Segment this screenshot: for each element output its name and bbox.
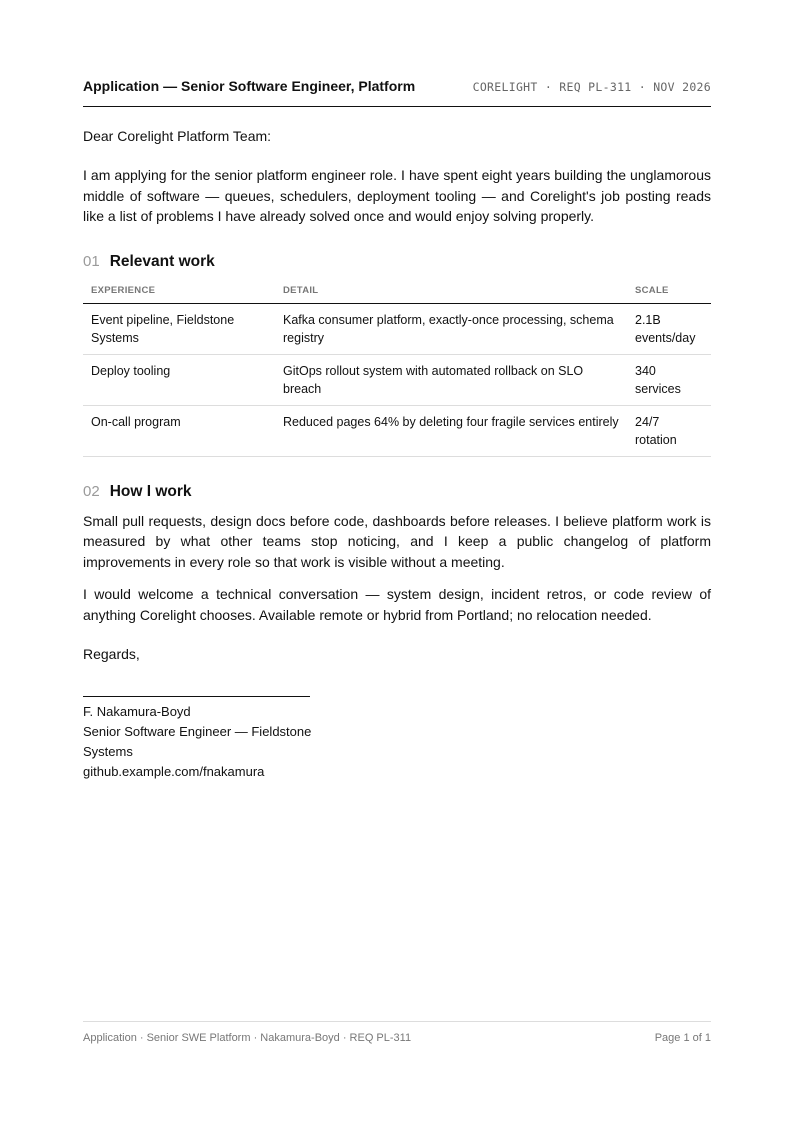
page-footer bbox=[83, 1021, 711, 1044]
column-header-scale: SCALE bbox=[627, 285, 711, 304]
signature-line bbox=[83, 696, 310, 697]
relevant-work-table bbox=[83, 285, 711, 457]
experience-cell: Deploy tooling bbox=[83, 354, 275, 405]
section-heading-relevant-work bbox=[83, 253, 711, 271]
section-heading-how-i-work bbox=[83, 483, 711, 501]
document-header bbox=[83, 78, 711, 107]
letter-page bbox=[83, 0, 711, 1123]
experience-cell: On-call program bbox=[83, 405, 275, 456]
section-title: Relevant work bbox=[109, 252, 215, 270]
detail-cell: Reduced pages 64% by deleting four fragile services entirely bbox=[275, 405, 627, 456]
salutation: Dear Corelight Platform Team: bbox=[83, 128, 272, 144]
table-row bbox=[83, 354, 711, 405]
scale-cell: 24/7 rotation bbox=[627, 405, 711, 456]
column-header-experience: EXPERIENCE bbox=[83, 285, 275, 304]
table-row bbox=[83, 405, 711, 456]
scale-cell: 340 services bbox=[627, 354, 711, 405]
section-number: 02 bbox=[83, 482, 100, 500]
letter-body bbox=[83, 126, 711, 782]
signature-name: F. Nakamura-Boyd bbox=[83, 704, 191, 719]
page-number: Page 1 of 1 bbox=[654, 1032, 711, 1044]
experience-cell: Event pipeline, Fieldstone Systems bbox=[83, 303, 275, 354]
document-meta: CORELIGHT · REQ PL-311 · NOV 2026 bbox=[472, 80, 711, 94]
table-header-row bbox=[83, 285, 711, 304]
document-title: Application — Senior Software Engineer, Platform bbox=[83, 78, 416, 94]
detail-cell: Kafka consumer platform, exactly-once processing, schema registry bbox=[275, 303, 627, 354]
closing: Regards, bbox=[83, 646, 140, 662]
signature-block bbox=[83, 702, 313, 782]
column-header-detail: DETAIL bbox=[275, 285, 627, 304]
signature-role: Senior Software Engineer — Fieldstone Systems bbox=[83, 724, 312, 759]
section-title: How I work bbox=[109, 482, 192, 500]
signature-link[interactable]: github.example.com/fnakamura bbox=[83, 764, 265, 779]
how-i-work-paragraph: Small pull requests, design docs before code, dashboards before releases. I believe platform work is measured by what other teams stop noticing, and I keep a public changelog of platform improvements in every role so that work is visible without a meeting. bbox=[83, 512, 711, 570]
footer-text: Application · Senior SWE Platform · Nakamura-Boyd · REQ PL-311 bbox=[83, 1032, 412, 1044]
intro-paragraph: I am applying for the senior platform engineer role. I have spent eight years building the unglamorous middle of software — queues, schedulers, deployment tooling — and Corelight's job posting reads like a list of problems I have already solved once and would enjoy solving properly. bbox=[83, 167, 711, 224]
detail-cell: GitOps rollout system with automated rollback on SLO breach bbox=[275, 354, 627, 405]
availability-paragraph: I would welcome a technical conversation — system design, incident retros, or code review of anything Corelight chooses. Available remote or hybrid from Portland; no relocation needed. bbox=[83, 586, 711, 623]
section-number: 01 bbox=[83, 252, 100, 270]
scale-cell: 2.1B events/day bbox=[627, 303, 711, 354]
table-row bbox=[83, 303, 711, 354]
